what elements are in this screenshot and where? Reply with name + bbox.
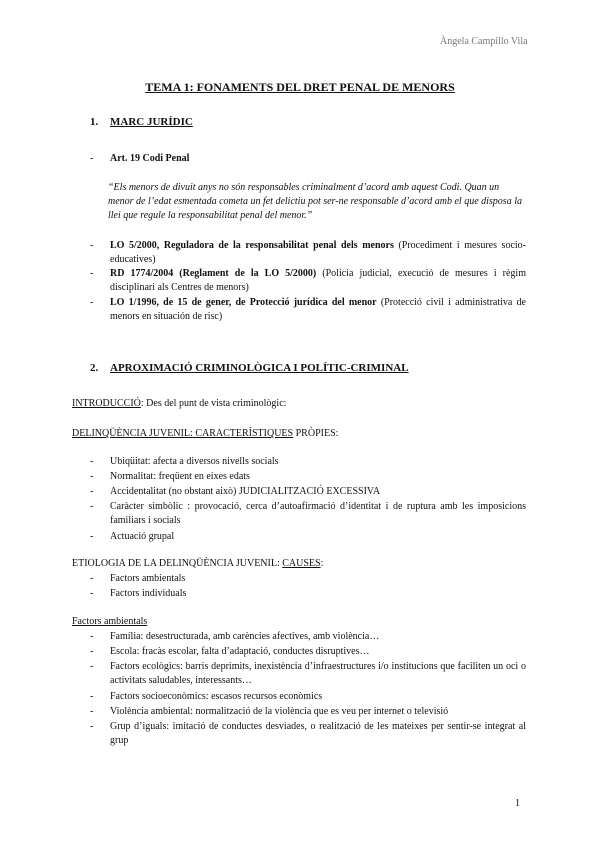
- introduction-line: [72, 397, 532, 411]
- characteristic-text: Actuació grupal: [110, 531, 175, 542]
- introduction-label: INTRODUCCIÓ: [72, 398, 141, 409]
- dash-bullet: -: [90, 573, 94, 584]
- list-item: [90, 572, 526, 586]
- factor-text: Factors ecològics: barris deprimits, inexistència d’infraestructures i/o institucions que faciliten un oci o activitats saludables, interessants…: [110, 661, 526, 686]
- dash-bullet: -: [90, 661, 94, 672]
- etiology-causes: CAUSES: [282, 558, 321, 569]
- list-item: [90, 660, 526, 688]
- cause-text: Factors ambientals: [110, 573, 186, 584]
- list-item: [90, 485, 526, 499]
- article-quote: “Els menors de divuit anys no són responsables criminalment d’acord amb aquest Codi. Quan un menor de l’edat esmentada cometa un fet delictiu pot ser-ne responsable d’acord amb el que disposa la llei que regule la responsabilitat penal del menor.”: [108, 182, 522, 221]
- characteristic-text: Normalitat: freqüent en eixes edats: [110, 471, 250, 482]
- list-item: [90, 152, 526, 166]
- dash-bullet: -: [90, 531, 94, 542]
- delinquency-rest: PRÒPIES:: [293, 428, 339, 439]
- factor-text: Violència ambiental: normalització de la violència que es veu per internet o televisió: [110, 706, 449, 717]
- dash-bullet: -: [90, 691, 94, 702]
- section-2-heading: [90, 362, 409, 374]
- list-item: [90, 530, 526, 544]
- delinquency-heading: [72, 427, 532, 441]
- law-description: (Procediment i mesures socio-educatives): [110, 240, 526, 265]
- list-item: [90, 630, 526, 644]
- dash-bullet: -: [90, 297, 94, 308]
- document-title: TEMA 1: FONAMENTS DEL DRET PENAL DE MENORS: [145, 80, 455, 94]
- law-title: RD 1774/2004 (Reglament de la LO 5/2000): [110, 268, 317, 279]
- characteristic-text: Caràcter simbòlic : provocació, cerca d’autoafirmació d’identitat i de ruptura amb les imposicions familiars i socials: [110, 501, 526, 526]
- list-item: [90, 455, 526, 469]
- factor-text: Factors socioeconòmics: escasos recursos econòmics: [110, 691, 323, 702]
- dash-bullet: -: [90, 646, 94, 657]
- dash-bullet: -: [90, 268, 94, 279]
- list-item: [90, 267, 526, 295]
- dash-bullet: -: [90, 588, 94, 599]
- factors-heading: Factors ambientals: [72, 616, 148, 627]
- characteristic-text: Accidentalitat (no obstant això) JUDICIALITZACIÓ EXCESSIVA: [110, 486, 381, 497]
- section-2-title: APROXIMACIÓ CRIMINOLÒGICA I POLÍTIC-CRIMINAL: [110, 362, 409, 374]
- section-1-number: 1.: [90, 116, 99, 128]
- dash-bullet: -: [90, 721, 94, 732]
- header-author: Àngela Campillo Vila: [440, 36, 528, 47]
- section-1-heading: [90, 116, 193, 128]
- list-item: [90, 296, 526, 324]
- dash-bullet: -: [90, 631, 94, 642]
- list-item: [90, 500, 526, 528]
- dash-bullet: -: [90, 486, 94, 497]
- cause-text: Factors individuals: [110, 588, 187, 599]
- dash-bullet: -: [90, 501, 94, 512]
- list-item: [90, 587, 526, 601]
- list-item: [90, 705, 526, 719]
- law-title: LO 5/2000, Reguladora de la responsabilitat penal dels menors: [110, 240, 394, 251]
- law-description: (Policia judicial, execució de mesures i règim disciplinari als Centres de menors): [110, 268, 526, 293]
- dash-bullet: -: [90, 471, 94, 482]
- delinquency-label: DELINQÜÈNCIA JUVENIL: CARACTERÍSTIQUES: [72, 428, 294, 439]
- list-item: [90, 645, 526, 659]
- page-number: 1: [515, 798, 520, 809]
- law-description: (Protecció civil i administrativa de menors en situación de risc): [110, 297, 526, 322]
- list-item: [90, 470, 526, 484]
- factor-text: Grup d’iguals: imitació de conductes desviades, o realització de les mateixes per sentir-se integrat al grup: [110, 721, 526, 746]
- article-reference: Art. 19 Codi Penal: [110, 153, 190, 164]
- section-2-number: 2.: [90, 362, 99, 374]
- dash-bullet: -: [90, 240, 94, 251]
- list-item: [90, 720, 526, 748]
- section-1-title: MARC JURÍDIC: [110, 116, 193, 128]
- list-item: [90, 690, 526, 704]
- law-title: LO 1/1996, de 15 de gener, de Protecció jurídica del menor: [110, 297, 377, 308]
- characteristic-text: Ubiqüitat: afecta a diversos nivells socials: [110, 456, 279, 467]
- factor-text: Família: desestructurada, amb carències afectives, amb violència…: [110, 631, 380, 642]
- dash-bullet: -: [90, 456, 94, 467]
- introduction-text: : Des del punt de vista criminològic:: [140, 398, 287, 409]
- dash-bullet: -: [90, 153, 94, 164]
- dash-bullet: -: [90, 706, 94, 717]
- etiology-label: ETIOLOGIA DE LA DELINQÜÈNCIA JUVENIL:: [72, 558, 283, 569]
- factor-text: Escola: fracàs escolar, falta d’adaptació, conductes disruptives…: [110, 646, 370, 657]
- etiology-heading: [72, 557, 532, 571]
- etiology-end: :: [320, 558, 324, 569]
- list-item: [90, 239, 526, 267]
